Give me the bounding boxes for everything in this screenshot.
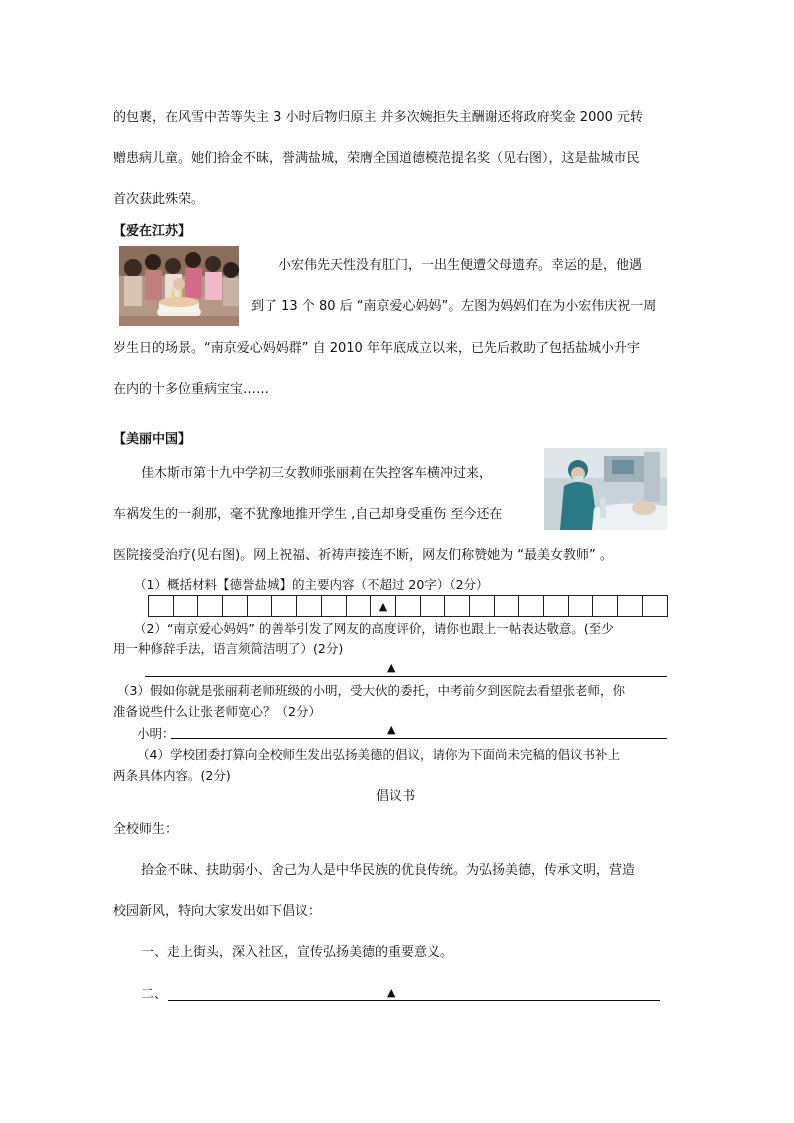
answer-line-q3[interactable] — [171, 738, 667, 739]
proposal-body: 校园新风，特向大家发出如下倡议： — [113, 904, 322, 919]
paragraph-line: 小宏伟先天性没有肛门，一出生便遭父母遗弃。幸运的是，他遇 — [278, 258, 643, 273]
grid-cell[interactable] — [174, 596, 199, 616]
section-heading-jiangsu: 【爱在江苏】 — [113, 224, 192, 239]
grid-cell[interactable] — [445, 596, 470, 616]
birthday-celebration-photo — [119, 246, 239, 326]
paragraph-line: 的包裹，在风雪中苦等失主 3 小时后物归原主 并多次婉拒失主酬谢还将政府奖金 2000 元转 — [113, 110, 644, 125]
paragraph-line: 佳木斯市第十九中学初三女教师张丽莉在失控客车横冲过来， — [141, 466, 493, 481]
question-3: （3）假如你就是张丽莉老师班级的小明，受大伙的委托，中考前夕到医院去看望张老师，你 — [117, 683, 625, 698]
answer-line-q2[interactable] — [145, 676, 667, 677]
grid-cell[interactable] — [544, 596, 569, 616]
question-2: （2）“南京爱心妈妈” 的善举引发了网友的高度评价，请你也跟上一帖表达敬意。(至少 — [134, 621, 614, 636]
grid-cell[interactable] — [618, 596, 643, 616]
grid-cell[interactable] — [495, 596, 520, 616]
proposal-salutation: 全校师生： — [113, 822, 179, 837]
grid-cell[interactable] — [519, 596, 544, 616]
grid-cell[interactable] — [149, 596, 174, 616]
grid-cell[interactable] — [322, 596, 347, 616]
answer-line-item-2[interactable] — [168, 1000, 660, 1001]
triangle-marker: ▲ — [387, 661, 396, 674]
answer-marker-cell[interactable] — [371, 596, 396, 616]
triangle-marker: ▲ — [387, 723, 396, 736]
paragraph-line: 在内的十多位重病宝宝…… — [113, 382, 270, 397]
proposal-title: 倡议书 — [376, 789, 416, 804]
grid-cell[interactable] — [272, 596, 297, 616]
proposal-item-1: 一、走上街头，深入社区，宣传弘扬美德的重要意义。 — [141, 945, 454, 960]
proposal-body: 拾金不昧、扶助弱小、舍己为人是中华民族的优良传统。为弘扬美德，传承文明，营造 — [141, 863, 636, 878]
question-2-cont: 用一种修辞手法，语言须简洁明了）(2分) — [113, 641, 344, 656]
paragraph-line: 赠患病儿童。她们拾金不昧，誉满盐城，荣膺全国道德模范提名奖（见右图），这是盐城市民 — [113, 151, 640, 166]
paragraph-line: 车祸发生的一刹那，毫不犹豫地推开学生 ,自己却身受重伤 至今还在 — [113, 507, 503, 522]
grid-cell[interactable] — [470, 596, 495, 616]
hospital-photo — [544, 448, 667, 530]
grid-cell[interactable] — [421, 596, 446, 616]
question-3-cont: 准备说些什么让张老师宽心？（2分） — [113, 704, 321, 719]
grid-cell[interactable] — [297, 596, 322, 616]
grid-cell[interactable] — [223, 596, 248, 616]
grid-cell[interactable] — [396, 596, 421, 616]
paragraph-line: 医院接受治疗(见右图)。网上祝福、祈祷声接连不断，网友们称赞她为 “最美女教师” 。 — [113, 548, 613, 563]
triangle-marker: ▲ — [378, 599, 388, 613]
paragraph-line: 岁生日的场景。“南京爱心妈妈群” 自 2010 年年底成立以来，已先后救助了包括盐城小升宇 — [113, 341, 640, 356]
paragraph-line: 到了 13 个 80 后 “南京爱心妈妈”。左图为妈妈们在为小宏伟庆祝一周 — [251, 299, 657, 314]
triangle-marker: ▲ — [387, 986, 396, 999]
answer-label-xiaoming: 小明： — [137, 726, 175, 741]
paragraph-line: 首次获此殊荣。 — [113, 192, 205, 207]
section-heading-china: 【美丽中国】 — [113, 432, 192, 447]
grid-cell[interactable] — [643, 596, 668, 616]
grid-cell[interactable] — [198, 596, 223, 616]
proposal-item-2-label: 二、 — [141, 987, 168, 1002]
grid-cell[interactable] — [569, 596, 594, 616]
grid-cell[interactable] — [347, 596, 372, 616]
question-1: （1）概括材料【德誉盐城】的主要内容（不超过 20字）（2分） — [134, 577, 489, 592]
grid-cell[interactable] — [248, 596, 273, 616]
question-4-cont: 两条具体内容。(2分) — [113, 768, 231, 783]
grid-cell[interactable] — [593, 596, 618, 616]
answer-grid[interactable] — [148, 595, 668, 617]
question-4: （4）学校团委打算向全校师生发出弘扬美德的倡议，请你为下面尚未完稿的倡议书补上 — [137, 747, 620, 762]
